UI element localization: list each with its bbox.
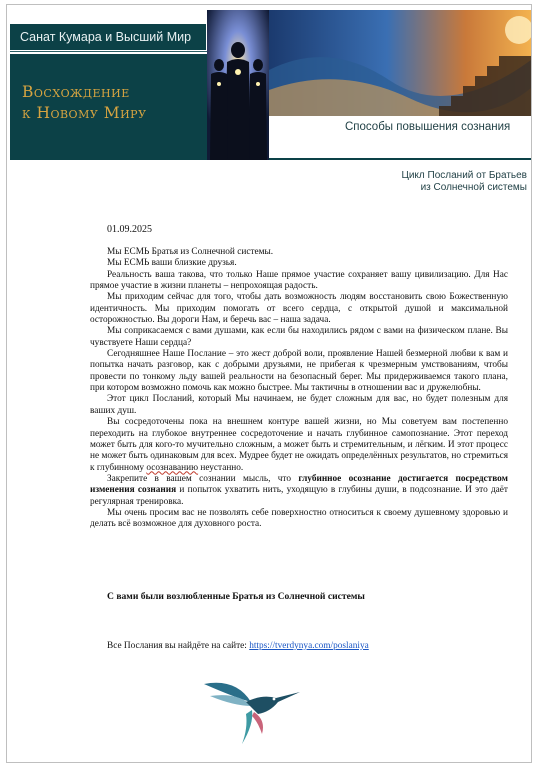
cycle-note-line2: из Солнечной системы <box>420 182 527 193</box>
signoff: С вами были возлюбленные Братья из Солнечной системы <box>107 591 365 602</box>
paragraph <box>90 474 508 508</box>
site-link[interactable]: https://tverdynya.com/poslaniya <box>249 641 369 651</box>
header-bottom-rule <box>269 158 531 160</box>
paragraph: Мы ЕСМЬ Братья из Солнечной системы. <box>107 247 274 257</box>
header-stairway-image <box>269 10 531 116</box>
paragraph: Сегодняшнее Наше Послание – это жест доброй воли, проявление Нашей безмерной любви к вам и попытка начать разговор, как с добрыми друзьями, не прибегая к чрезмерным умствованиям, чтобы провести по тонкому льду вашей реальности на безопасный берег. Мы придерживаемся такого плана, при котором возможно помочь как можно быстрее. Мы тактичны в отношении вас и дружелюбны. <box>90 349 508 394</box>
emphasis-text: глубинное осознание достигается посредством изменения сознания <box>90 473 508 496</box>
spellcheck-word: осознаванию <box>146 462 199 473</box>
paragraph-text: Закрепите в вашем сознании мысль, что <box>107 473 299 484</box>
paragraph: Мы приходим сейчас для того, чтобы дать возможность людям восстановить свою Божественную идентичность. Мы приходим помогать от всего сердца, с открытой душой и максимальной осторожностью. Вы дороги Нам, и беречь вас – наша задача. <box>90 292 508 326</box>
header-figures-image <box>207 10 269 160</box>
cycle-note <box>387 170 527 194</box>
paragraph-text: Вы сосредоточены пока на внешнем контуре вашей жизни, но Мы советуем вам постепенно переходить на глубокое внутреннее сосредоточение и начать глубинное самопознание. Этот переход может быть для кого-то мучительно сложным, а может быть и стремительным, и лёгким. И этот процесс не может быть одинаковым для всех. Мудрее будет не ожидать определённых результатов, но стремиться к глубинному <box>90 417 508 473</box>
paragraph: Этот цикл Посланий, который Мы начинаем, не будет сложным для вас, но будет полезным для ваших душ. <box>90 394 508 416</box>
paragraph: Мы очень просим вас не позволять себе поверхностно относиться к своему душевному здоровью и делать всё возможное для духовного роста. <box>90 507 508 530</box>
paragraph-text: неустанно. <box>198 462 244 473</box>
hummingbird-logo <box>196 672 306 752</box>
paragraph <box>90 417 508 474</box>
paragraph-text: и попыток ухватить нить, уходящую в глубины души, в подсознание. И это даёт регулярная тренировка. <box>90 485 508 507</box>
cycle-note-line1: Цикл Посланий от Братьев <box>401 170 527 181</box>
paragraph: Мы ЕСМЬ ваши близкие друзья. <box>107 258 237 269</box>
paragraph: Мы соприкасаемся с вами душами, как если бы находились рядом с вами на физическом плане. Вы чувствуете Наши сердца? <box>90 326 508 348</box>
message-date: 01.09.2025 <box>107 224 152 235</box>
header-title-line1: Восхождение <box>22 83 130 101</box>
header-subtitle: Способы повышения сознания <box>345 121 511 133</box>
paragraph: Реальность ваша такова, что только Наше прямое участие сохраняет вашу цивилизацию. Для Нас прямое участие в жизни планеты – непрохоящая радость. <box>90 269 508 292</box>
header-title-line2: к Новому Миру <box>22 104 147 122</box>
header-title <box>22 82 147 124</box>
header-author: Санат Кумара и Высший Мир <box>20 30 192 44</box>
message-body <box>90 247 508 531</box>
footer-site-line <box>107 641 369 651</box>
footer-prefix: Все Послания вы найдёте на сайте: <box>107 641 250 651</box>
